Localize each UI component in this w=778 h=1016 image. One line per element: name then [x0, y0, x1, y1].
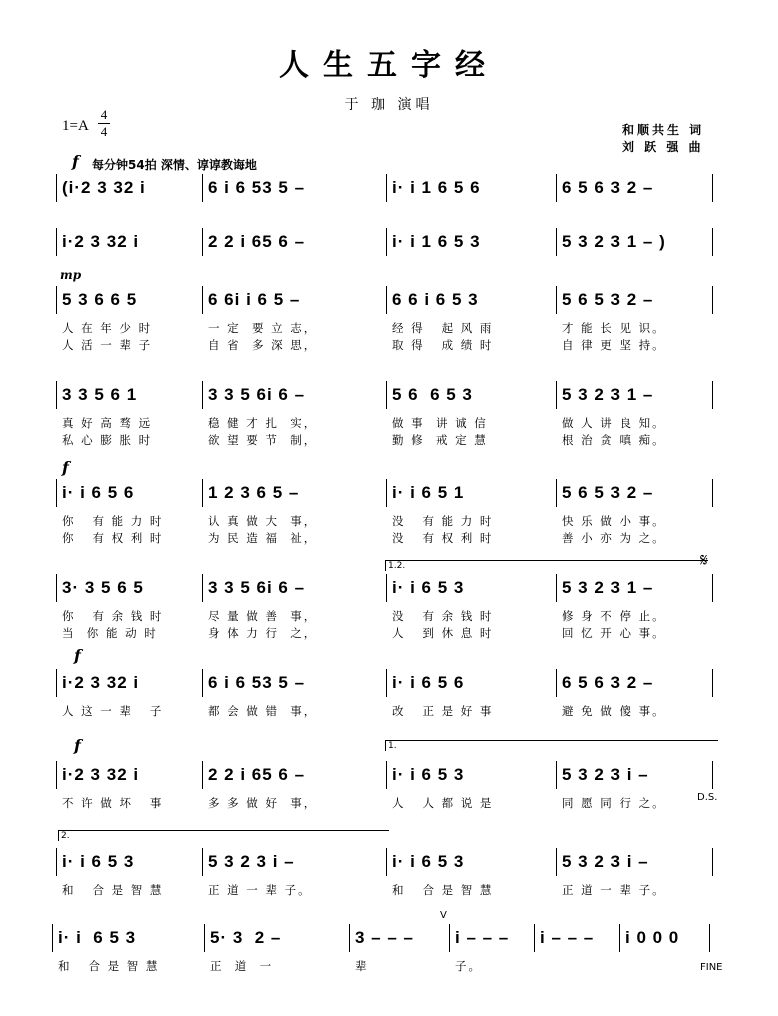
- lyric-line: 稳 健 才 扎 实，: [208, 416, 318, 430]
- measure: 6 6i i 6 5 –: [208, 290, 301, 309]
- barline: [202, 174, 203, 202]
- barline: [56, 574, 57, 602]
- dynamic-mark: f: [72, 152, 79, 171]
- lyric-line: 你 有 余 钱 时: [62, 609, 164, 623]
- lyric-line: 正 道 一: [210, 959, 274, 973]
- measure: i – – –: [455, 928, 510, 947]
- dynamic-mark: mp: [60, 268, 82, 282]
- barline: [709, 924, 710, 952]
- barline: [386, 761, 387, 789]
- measure: 5 3 2 3 1 –: [562, 385, 654, 404]
- credits: [622, 122, 704, 156]
- measure: 5 3 2 3 i –: [562, 852, 649, 871]
- measure: 6 i 6 53 5 –: [208, 673, 306, 692]
- barline: [202, 479, 203, 507]
- measure: 2 2 i 65 6 –: [208, 765, 306, 784]
- measure: 5· 3 2 –: [210, 928, 282, 947]
- lyric-line: 私 心 膨 胀 时: [62, 433, 153, 447]
- barline: [56, 761, 57, 789]
- lyric-line: 人 这 一 辈 子: [62, 704, 164, 718]
- measure: 5 3 2 3 i –: [208, 852, 295, 871]
- barline: [534, 924, 535, 952]
- barline: [56, 669, 57, 697]
- measure: i· i 6 5 1: [392, 483, 465, 502]
- measure: 5 6 5 3 2 –: [562, 290, 654, 309]
- barline: [712, 228, 713, 256]
- lyric-line: 辈: [355, 959, 369, 973]
- composer: 刘 跃 强 曲: [622, 140, 704, 154]
- page-title: 人生五字经: [279, 48, 499, 83]
- barline: [202, 669, 203, 697]
- volta-1: 1.: [385, 740, 718, 751]
- barline: [712, 669, 713, 697]
- singer-credit: 于 珈 演唱: [344, 97, 434, 113]
- measure: 5 6 5 3 2 –: [562, 483, 654, 502]
- measure: 2 2 i 65 6 –: [208, 232, 306, 251]
- barline: [386, 574, 387, 602]
- barline: [56, 286, 57, 314]
- lyric-line: 善 小 亦 为 之。: [562, 531, 666, 545]
- measure: 3 3 5 6i 6 –: [208, 578, 306, 597]
- measure: i· i 6 5 6: [392, 673, 465, 692]
- lyric-line: 真 好 高 骛 远: [62, 416, 153, 430]
- measure: 5 6 6 5 3: [392, 385, 473, 404]
- volta-2: 2.: [58, 830, 389, 841]
- barline: [712, 574, 713, 602]
- lyric-line: 和 合 是 智 慧: [62, 883, 164, 897]
- lyric-line: 做 人 讲 良 知。: [562, 416, 666, 430]
- lyric-line: 取 得 成 绩 时: [392, 338, 494, 352]
- lyric-line: 经 得 起 风 雨: [392, 321, 494, 335]
- barline: [712, 174, 713, 202]
- measure: 6 6 i 6 5 3: [392, 290, 479, 309]
- lyric-line: 都 会 做 错 事，: [208, 704, 318, 718]
- lyric-line: 人 活 一 辈 子: [62, 338, 153, 352]
- lyric-line: 人 人 都 说 是: [392, 796, 494, 810]
- dynamic-mark: f: [74, 736, 81, 755]
- barline: [556, 669, 557, 697]
- time-signature: 4 4: [98, 108, 110, 139]
- lyric-line: 你 有 权 利 时: [62, 531, 164, 545]
- lyric-line: 当 你 能 动 时: [62, 626, 158, 640]
- barline: [712, 761, 713, 789]
- barline: [386, 669, 387, 697]
- barline: [712, 381, 713, 409]
- lyric-line: 为 民 造 福 祉，: [208, 531, 318, 545]
- lyricist: 和顺共生 词: [622, 123, 705, 137]
- barline: [56, 174, 57, 202]
- measure: i· i 6 5 3: [58, 928, 137, 947]
- ds-mark: D.S.: [697, 792, 718, 803]
- barline: [202, 228, 203, 256]
- key-signature: 1=A: [62, 118, 89, 134]
- barline: [204, 924, 205, 952]
- barline: [619, 924, 620, 952]
- measure: i· i 6 5 3: [392, 852, 465, 871]
- measure: i·2 3 32 i: [62, 232, 140, 251]
- lyric-line: 尽 量 做 善 事，: [208, 609, 318, 623]
- lyric-line: 人 到 休 息 时: [392, 626, 494, 640]
- measure: i· i 1 6 5 6: [392, 178, 481, 197]
- barline: [56, 848, 57, 876]
- measure: 5 3 2 3 1 – ): [562, 232, 666, 251]
- measure: i – – –: [540, 928, 595, 947]
- measure: i·2 3 32 i: [62, 673, 140, 692]
- barline: [712, 286, 713, 314]
- measure: 6 5 6 3 2 –: [562, 673, 654, 692]
- barline: [712, 479, 713, 507]
- lyric-line: 做 事 讲 诚 信: [392, 416, 488, 430]
- barline: [556, 761, 557, 789]
- lyric-line: 没 有 权 利 时: [392, 531, 494, 545]
- barline: [56, 228, 57, 256]
- barline: [556, 848, 557, 876]
- barline: [556, 381, 557, 409]
- barline: [386, 848, 387, 876]
- lyric-line: 正 道 一 辈 子。: [208, 883, 312, 897]
- measure: 6 i 6 53 5 –: [208, 178, 306, 197]
- measure: 3 – – –: [355, 928, 414, 947]
- lyric-line: 和 合 是 智 慧: [58, 959, 160, 973]
- lyric-line: 根 治 贪 嗔 痴。: [562, 433, 666, 447]
- lyric-line: 避 免 做 傻 事。: [562, 704, 666, 718]
- barline: [202, 761, 203, 789]
- lyric-line: 认 真 做 大 事，: [208, 514, 318, 528]
- measure: i· i 6 5 3: [392, 578, 465, 597]
- tempo-mark: 每分钟54拍 深情、谆谆教诲地: [92, 158, 257, 172]
- measure: 3· 3 5 6 5: [62, 578, 144, 597]
- measure: 1 2 3 6 5 –: [208, 483, 300, 502]
- lyric-line: 同 愿 同 行 之。: [562, 796, 666, 810]
- lyric-line: 和 合 是 智 慧: [392, 883, 494, 897]
- measure: 5 3 6 6 5: [62, 290, 138, 309]
- lyric-line: 不 许 做 坏 事: [62, 796, 164, 810]
- barline: [56, 381, 57, 409]
- lyric-line: 子。: [455, 959, 482, 973]
- barline: [386, 286, 387, 314]
- lyric-line: 人 在 年 少 时: [62, 321, 153, 335]
- lyric-line: 自 省 多 深 思，: [208, 338, 318, 352]
- lyric-line: 才 能 长 见 识。: [562, 321, 666, 335]
- lyric-line: 没 有 能 力 时: [392, 514, 494, 528]
- measure: 6 5 6 3 2 –: [562, 178, 654, 197]
- lyric-line: 多 多 做 好 事，: [208, 796, 318, 810]
- measure: 3 3 5 6 1: [62, 385, 138, 404]
- barline: [449, 924, 450, 952]
- lyric-line: 欲 望 要 节 制，: [208, 433, 318, 447]
- barline: [56, 479, 57, 507]
- barline: [556, 574, 557, 602]
- barline: [556, 174, 557, 202]
- measure: i· i 6 5 6: [62, 483, 135, 502]
- barline: [386, 479, 387, 507]
- dynamic-mark: f: [74, 646, 81, 665]
- lyric-line: 身 体 力 行 之，: [208, 626, 318, 640]
- lyric-line: 勤 修 戒 定 慧: [392, 433, 488, 447]
- dynamic-mark: f: [62, 458, 69, 477]
- lyric-line: 你 有 能 力 时: [62, 514, 164, 528]
- fine-mark: FINE: [700, 962, 723, 973]
- measure: i 0 0 0: [625, 928, 680, 947]
- volta-1-2: 1.2.: [385, 560, 708, 571]
- measure: i· i 1 6 5 3: [392, 232, 481, 251]
- barline: [349, 924, 350, 952]
- barline: [202, 848, 203, 876]
- segno-sign: 𝄋: [700, 550, 708, 571]
- barline: [556, 479, 557, 507]
- lyric-line: 修 身 不 停 止。: [562, 609, 666, 623]
- measure: 5 3 2 3 1 –: [562, 578, 654, 597]
- lyric-line: 正 道 一 辈 子。: [562, 883, 666, 897]
- barline: [556, 286, 557, 314]
- barline: [386, 174, 387, 202]
- barline: [202, 574, 203, 602]
- barline: [712, 848, 713, 876]
- barline: [202, 381, 203, 409]
- measure: 5 3 2 3 i –: [562, 765, 649, 784]
- measure: i· i 6 5 3: [62, 852, 135, 871]
- breath-mark: V: [440, 910, 447, 921]
- lyric-line: 改 正 是 好 事: [392, 704, 494, 718]
- barline: [556, 228, 557, 256]
- lyric-line: 回 忆 开 心 事。: [562, 626, 666, 640]
- barline: [386, 381, 387, 409]
- lyric-line: 快 乐 做 小 事。: [562, 514, 666, 528]
- barline: [202, 286, 203, 314]
- lyric-line: 一 定 要 立 志，: [208, 321, 318, 335]
- measure: i·2 3 32 i: [62, 765, 140, 784]
- measure: 3 3 5 6i 6 –: [208, 385, 306, 404]
- measure: i· i 6 5 3: [392, 765, 465, 784]
- barline: [386, 228, 387, 256]
- measure: (i·2 3 32 i: [62, 178, 146, 197]
- lyric-line: 没 有 余 钱 时: [392, 609, 494, 623]
- lyric-line: 自 律 更 坚 持。: [562, 338, 666, 352]
- barline: [52, 924, 53, 952]
